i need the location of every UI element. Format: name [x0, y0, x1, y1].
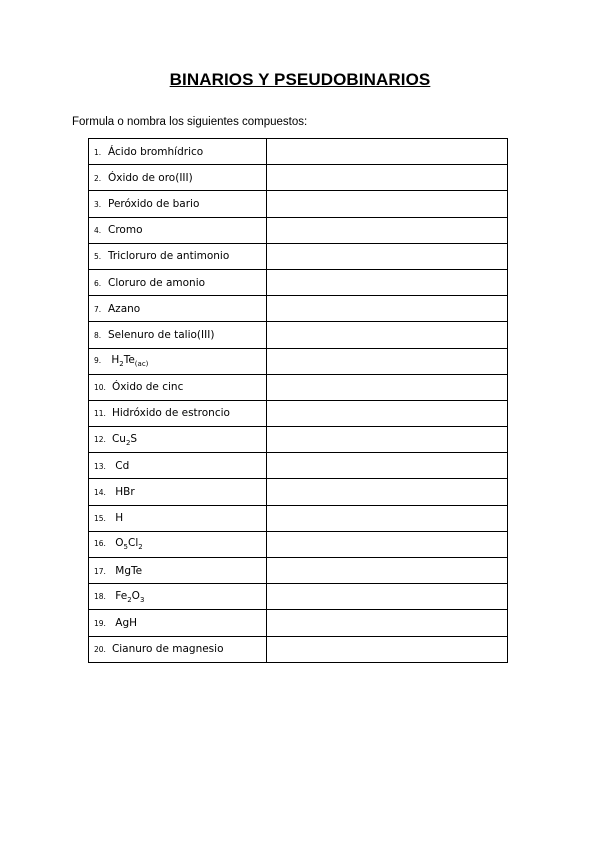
question-number: 5. — [94, 252, 102, 262]
answer-cell[interactable] — [267, 400, 508, 426]
answer-field[interactable] — [267, 532, 507, 557]
question-number: 8. — [94, 330, 102, 340]
answer-field[interactable] — [267, 191, 507, 216]
question-number: 12. — [94, 434, 106, 444]
table-row — [89, 165, 508, 191]
question-text — [108, 329, 214, 341]
question-text-part: Selenuro de talio(III) — [108, 328, 215, 341]
answer-cell[interactable] — [267, 322, 508, 348]
question-number: 14. — [94, 488, 106, 498]
question-text — [108, 172, 193, 184]
answer-cell[interactable] — [267, 453, 508, 479]
answer-cell[interactable] — [267, 374, 508, 400]
question-text-part: Hidróxido de estroncio — [111, 407, 230, 420]
answer-field[interactable] — [267, 244, 507, 269]
question-number: 17. — [94, 566, 106, 576]
answer-field[interactable] — [267, 427, 507, 452]
question-text — [112, 617, 137, 629]
question-text-part: Ácido bromhídrico — [108, 145, 204, 158]
formula-subscript: 2 — [138, 543, 143, 552]
question-cell — [89, 479, 267, 505]
answer-field[interactable] — [267, 584, 507, 609]
question-cell — [89, 243, 267, 269]
question-text-part: O — [131, 589, 140, 602]
question-text-part: Fe — [111, 589, 128, 602]
answer-cell[interactable] — [267, 531, 508, 557]
table-row — [89, 505, 508, 531]
question-cell — [89, 217, 267, 243]
table-row — [89, 636, 508, 662]
question-text-part: Cl — [128, 537, 139, 550]
answer-cell[interactable] — [267, 139, 508, 165]
table-row — [89, 610, 508, 636]
question-text — [112, 643, 224, 655]
question-text-part: Tricloruro de antimonio — [108, 250, 230, 263]
question-cell — [89, 453, 267, 479]
table-row — [89, 400, 508, 426]
question-cell — [89, 636, 267, 662]
question-rows — [89, 139, 508, 663]
question-text-part: H — [111, 512, 124, 525]
question-text-part: Cianuro de magnesio — [111, 643, 224, 656]
question-text-part: Cd — [111, 459, 130, 472]
question-text — [108, 277, 205, 289]
answer-field[interactable] — [267, 401, 507, 426]
answer-cell[interactable] — [267, 348, 508, 374]
question-cell — [89, 505, 267, 531]
answer-cell[interactable] — [267, 191, 508, 217]
question-number: 1. — [94, 147, 102, 157]
answer-field[interactable] — [267, 296, 507, 321]
question-text-part: MgTe — [111, 564, 143, 577]
answer-field[interactable] — [267, 218, 507, 243]
question-number: 18. — [94, 591, 106, 601]
question-number: 13. — [94, 461, 106, 471]
answer-field[interactable] — [267, 322, 507, 347]
question-text-part: Óxido de cinc — [111, 381, 184, 394]
answer-cell[interactable] — [267, 610, 508, 636]
question-text-part: Cu — [111, 432, 126, 445]
question-number: 4. — [94, 226, 102, 236]
answer-field[interactable] — [267, 558, 507, 583]
answer-cell[interactable] — [267, 165, 508, 191]
question-number: 6. — [94, 278, 102, 288]
question-number: 2. — [94, 173, 102, 183]
answer-field[interactable] — [267, 610, 507, 635]
answer-field[interactable] — [267, 453, 507, 478]
table-row — [89, 374, 508, 400]
question-text-part: H — [108, 354, 120, 367]
question-text — [112, 433, 137, 445]
table-row — [89, 348, 508, 374]
formula-subscript: 3 — [139, 595, 145, 604]
question-text-part: Azano — [108, 302, 141, 315]
question-text-part: Te — [123, 354, 135, 367]
answer-cell[interactable] — [267, 479, 508, 505]
question-cell — [89, 165, 267, 191]
table-row — [89, 453, 508, 479]
question-text — [112, 381, 183, 393]
question-text-part: HBr — [111, 486, 135, 499]
question-number: 7. — [94, 304, 102, 314]
answer-cell[interactable] — [267, 558, 508, 584]
question-text — [108, 198, 199, 210]
answer-cell[interactable] — [267, 505, 508, 531]
question-cell — [89, 558, 267, 584]
question-text-part: S — [130, 432, 138, 445]
exercise-table — [88, 138, 508, 663]
question-number: 10. — [94, 383, 106, 393]
table-row — [89, 139, 508, 165]
question-text — [112, 407, 230, 419]
table-row — [89, 191, 508, 217]
answer-field[interactable] — [267, 270, 507, 295]
table-row — [89, 269, 508, 295]
formula-subscript: 5 — [123, 543, 129, 552]
question-number: 19. — [94, 618, 106, 628]
answer-field[interactable] — [267, 165, 507, 190]
answer-cell[interactable] — [267, 636, 508, 662]
answer-cell[interactable] — [267, 296, 508, 322]
answer-field[interactable] — [267, 375, 507, 400]
question-text — [108, 303, 140, 315]
question-cell — [89, 296, 267, 322]
question-cell — [89, 348, 267, 374]
question-cell — [89, 139, 267, 165]
question-text-part: Cromo — [108, 224, 143, 237]
table-row — [89, 217, 508, 243]
question-cell — [89, 374, 267, 400]
question-number: 16. — [94, 539, 106, 549]
answer-field[interactable] — [267, 139, 507, 164]
question-text — [108, 146, 203, 158]
question-number: 20. — [94, 645, 106, 655]
question-text — [108, 354, 149, 369]
table-row — [89, 584, 508, 610]
table-row — [89, 479, 508, 505]
question-cell — [89, 400, 267, 426]
formula-subscript: 2 — [119, 360, 124, 369]
answer-field[interactable] — [267, 637, 507, 662]
answer-cell[interactable] — [267, 243, 508, 269]
table-row — [89, 558, 508, 584]
question-text-part: Óxido de oro(III) — [108, 171, 193, 184]
formula-subscript: 2 — [125, 438, 131, 447]
question-number: 3. — [94, 199, 102, 209]
question-text-part: AgH — [111, 616, 138, 629]
answer-field[interactable] — [267, 479, 507, 504]
page-title: BINARIOS Y PSEUDOBINARIOS — [169, 70, 431, 89]
table-row — [89, 427, 508, 453]
answer-cell[interactable] — [267, 584, 508, 610]
question-cell — [89, 191, 267, 217]
question-text — [112, 512, 123, 524]
table-row — [89, 531, 508, 557]
formula-subscript: 2 — [127, 595, 132, 604]
answer-field[interactable] — [267, 506, 507, 531]
answer-field[interactable] — [267, 349, 507, 374]
question-text — [112, 460, 129, 472]
question-cell — [89, 322, 267, 348]
question-number: 11. — [94, 409, 106, 419]
question-cell — [89, 269, 267, 295]
question-text — [108, 224, 143, 236]
question-cell — [89, 610, 267, 636]
question-text-part: Cloruro de amonio — [108, 276, 206, 289]
answer-cell[interactable] — [267, 217, 508, 243]
question-text — [112, 565, 142, 577]
question-text-part: Peróxido de bario — [108, 197, 200, 210]
table-row — [89, 296, 508, 322]
question-number: 9. — [94, 356, 102, 366]
instructions-text: Formula o nombra los siguientes compuestos: — [72, 116, 308, 128]
question-text-part: O — [111, 537, 124, 550]
answer-cell[interactable] — [267, 269, 508, 295]
question-text — [111, 537, 143, 552]
table-row — [89, 243, 508, 269]
answer-cell[interactable] — [267, 427, 508, 453]
question-cell — [89, 427, 267, 453]
question-cell — [89, 531, 267, 557]
question-text — [112, 590, 144, 602]
question-text — [108, 250, 229, 262]
question-cell — [89, 584, 267, 610]
question-number: 15. — [94, 514, 106, 524]
table-row — [89, 322, 508, 348]
formula-subscript: (ac) — [134, 360, 149, 369]
question-text — [112, 486, 135, 498]
